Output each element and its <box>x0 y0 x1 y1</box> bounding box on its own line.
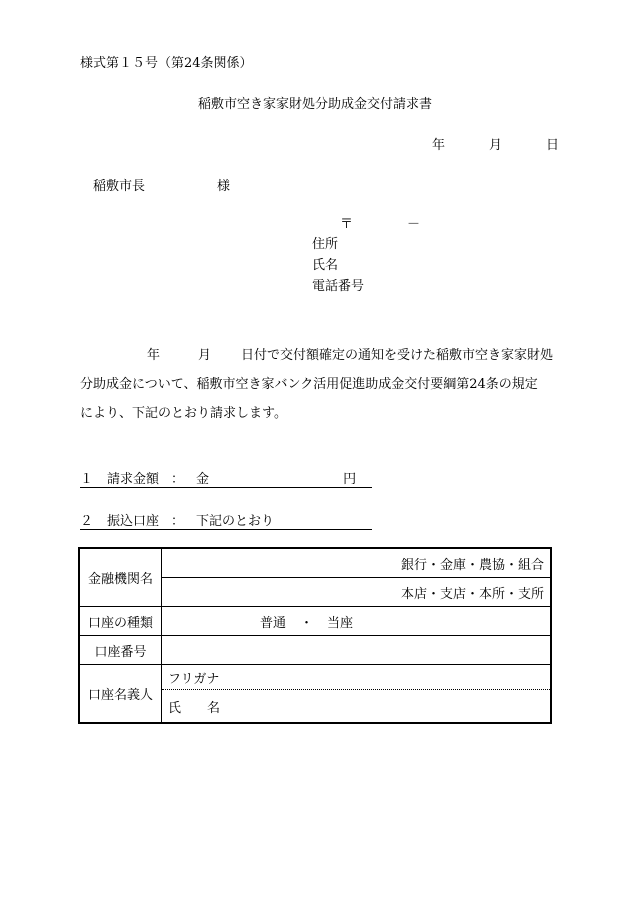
holder-name-field[interactable] <box>162 690 552 724</box>
date-line <box>432 134 559 153</box>
item-transfer-account <box>80 510 372 530</box>
phone-label: 電話番号 <box>312 279 365 294</box>
body-line-1-rest: 日付で交付額確定の通知を受けた稲敷市空き家家財処 <box>241 348 554 363</box>
postal-code-line <box>340 213 420 232</box>
furigana-label: フリガナ <box>168 671 220 687</box>
item1-prefix: 金 <box>196 472 210 487</box>
body-month: 月 <box>198 348 212 363</box>
date-day: 日 <box>546 138 560 153</box>
account-number-field[interactable] <box>162 636 552 665</box>
item-request-amount <box>80 468 372 488</box>
date-year: 年 <box>432 138 446 153</box>
date-month: 月 <box>489 138 503 153</box>
account-type-separator: ・ <box>300 615 314 631</box>
bank-type-options: 銀行・金庫・農協・組合 <box>162 548 552 578</box>
item2-label: 振込口座 <box>107 514 160 529</box>
body-line-1 <box>80 341 558 370</box>
body-line-3: により、下記のとおり請求します。 <box>80 406 287 421</box>
item1-label: 請求金額 <box>107 472 160 487</box>
item1-colon: ： <box>171 472 185 487</box>
item1-unit: 円 <box>343 472 357 487</box>
holder-name-label: 氏 名 <box>168 700 221 716</box>
table-row <box>79 548 551 578</box>
addressee-honorific: 様 <box>217 179 231 194</box>
account-type-options <box>162 607 552 636</box>
item2-colon: ： <box>171 514 185 529</box>
request-body-text <box>80 341 558 428</box>
body-year: 年 <box>147 348 161 363</box>
address-label: 住所 <box>312 237 339 252</box>
addressee <box>93 175 230 194</box>
item1-number: １ <box>80 472 94 487</box>
body-line-2: 分助成金について、稲敷市空き家バンク活用促進助成金交付要綱第24条の規定 <box>80 377 538 392</box>
postal-mark: 〒 <box>340 217 354 232</box>
account-type-current: 当座 <box>327 615 354 631</box>
table-row <box>79 607 551 636</box>
addressee-name: 稲敷市長 <box>93 179 146 194</box>
account-type-label: 口座の種類 <box>79 607 162 636</box>
branch-type-options: 本店・支店・本所・支所 <box>162 578 552 607</box>
account-number-label: 口座番号 <box>79 636 162 665</box>
item2-number: ２ <box>80 514 94 529</box>
table-row <box>79 665 551 690</box>
account-holder-label: 口座名義人 <box>79 665 162 724</box>
account-type-ordinary: 普通 <box>260 615 287 631</box>
postal-dash: － <box>407 217 421 232</box>
form-number: 様式第１５号（第24条関係） <box>80 56 253 71</box>
furigana-field[interactable] <box>162 665 552 690</box>
item2-value: 下記のとおり <box>196 514 275 529</box>
bank-name-label: 金融機関名 <box>79 548 162 607</box>
bank-account-table <box>78 547 552 724</box>
table-row <box>79 636 551 665</box>
applicant-block <box>312 234 364 297</box>
document-title: 稲敷市空き家家財処分助成金交付請求書 <box>197 97 432 112</box>
name-label: 氏名 <box>312 258 339 273</box>
